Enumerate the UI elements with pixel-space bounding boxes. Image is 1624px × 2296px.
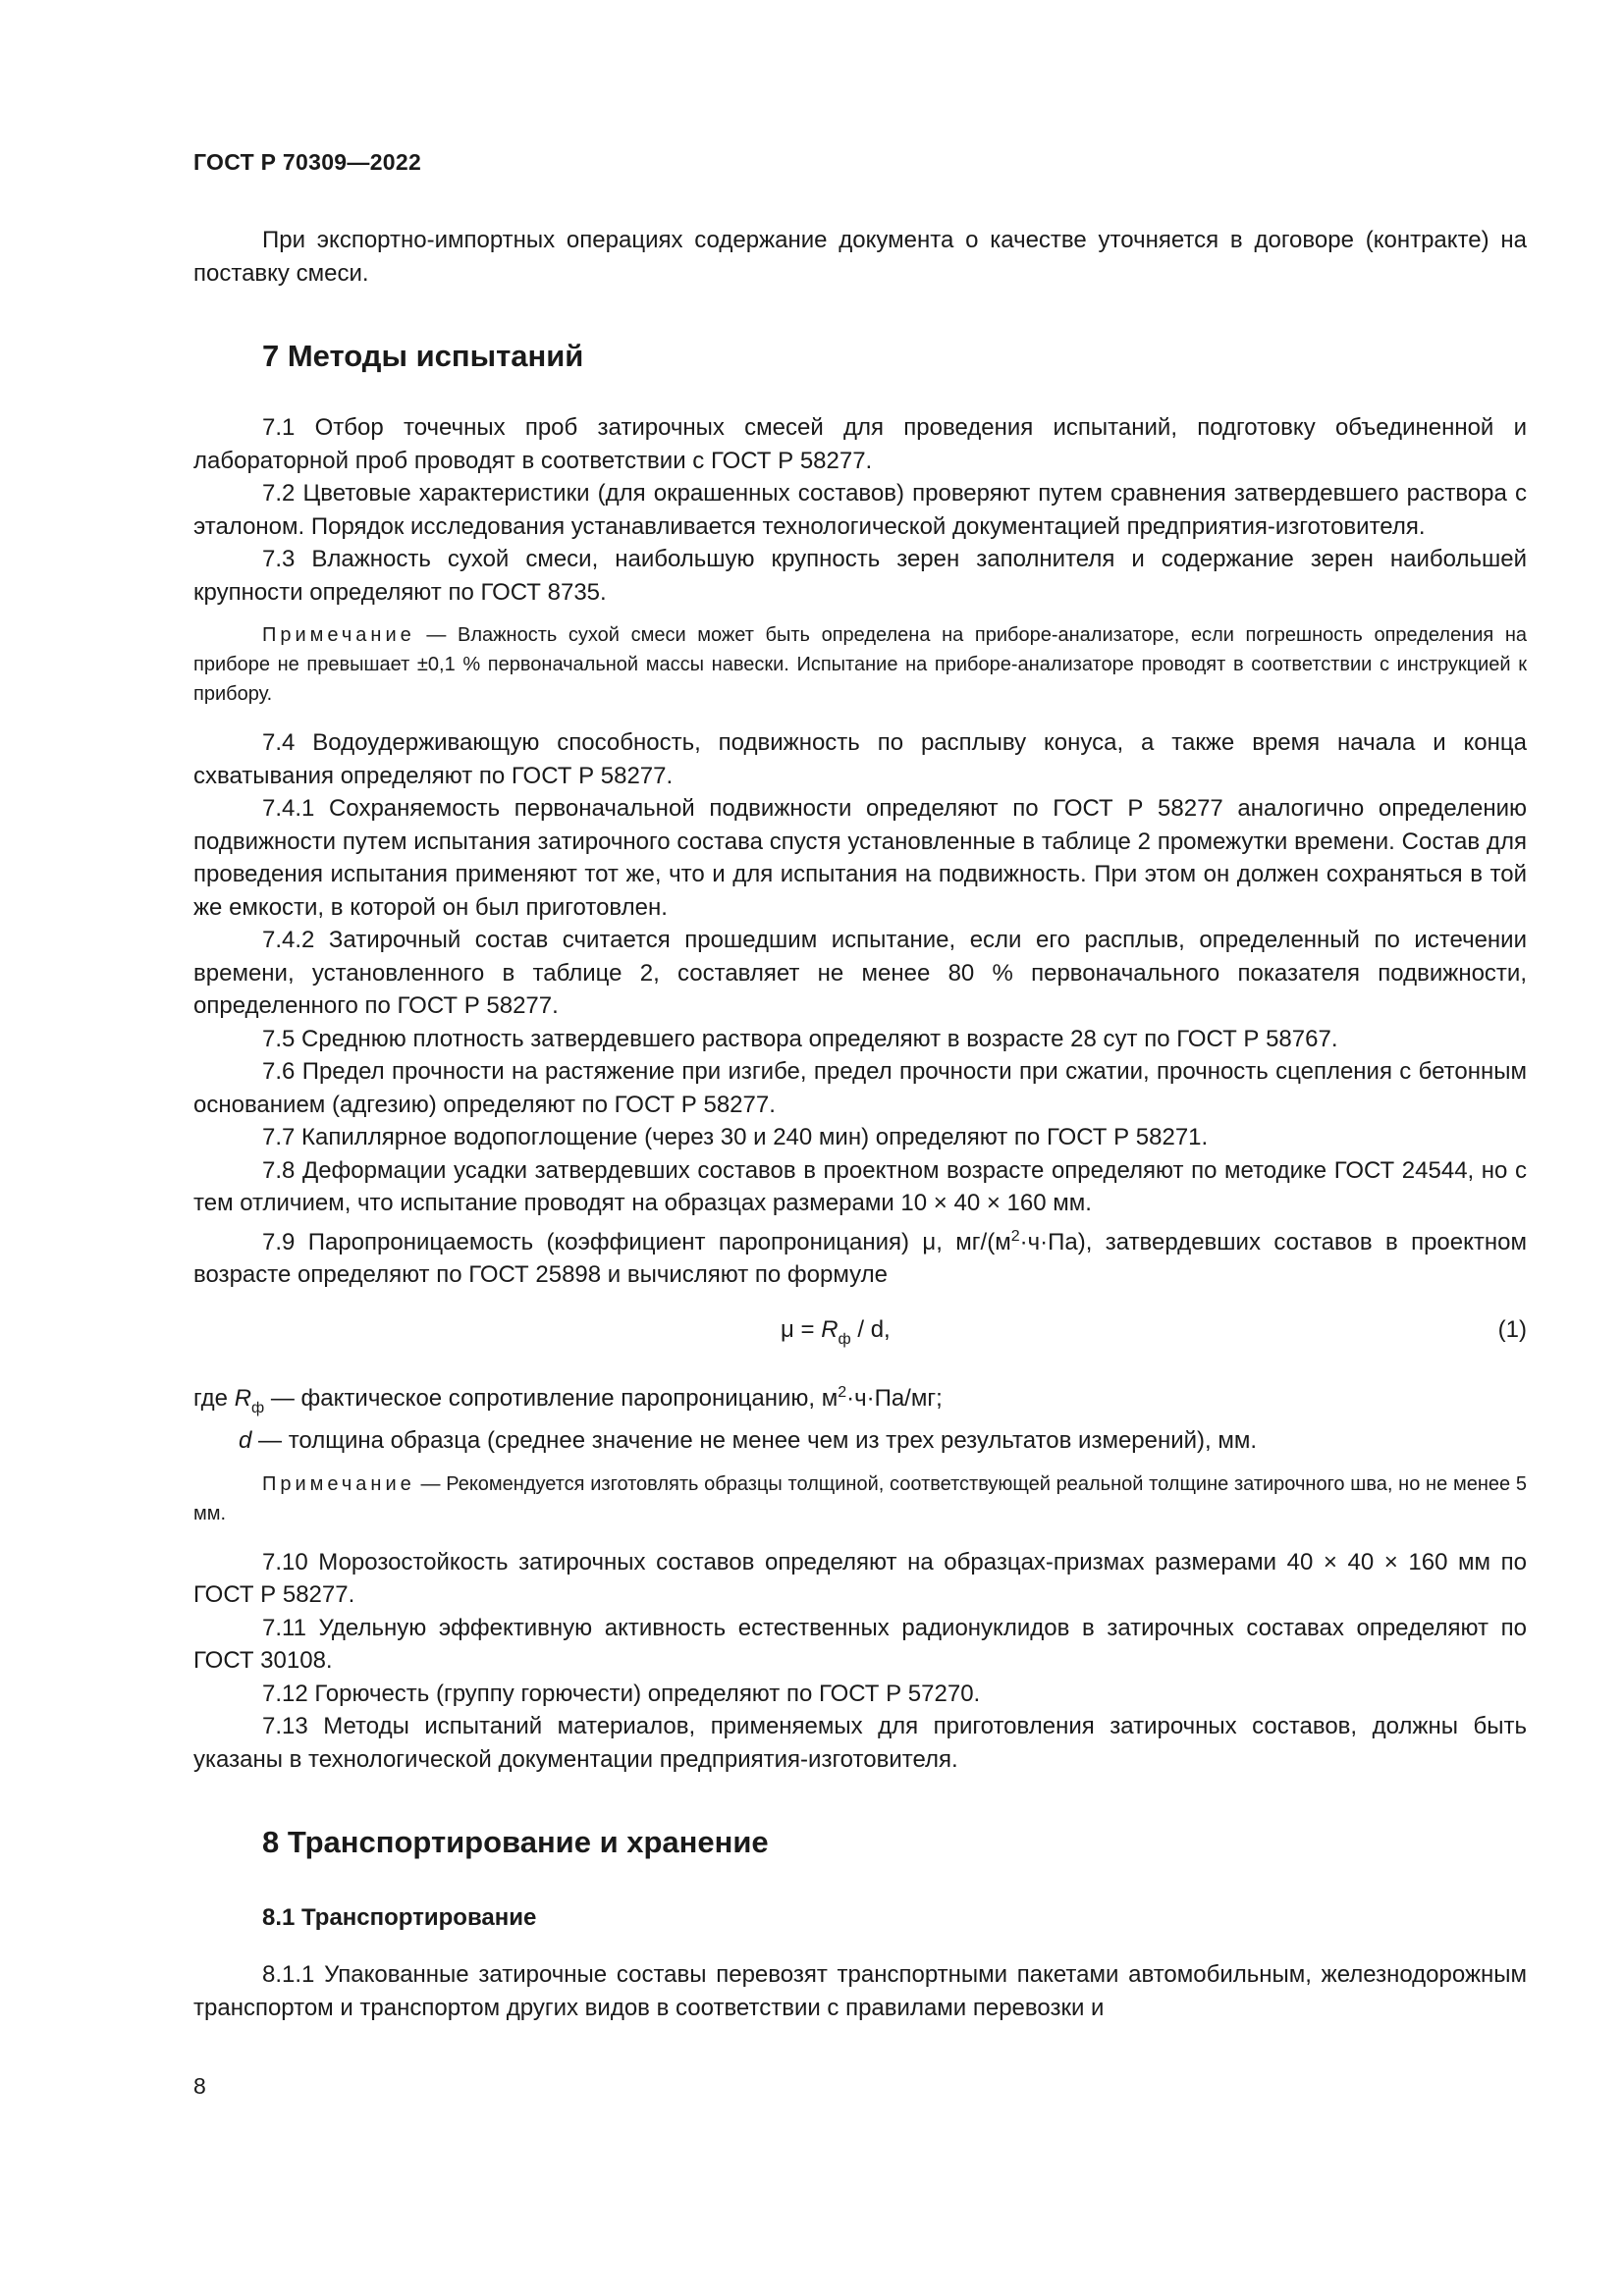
- formula-lhs: μ =: [781, 1315, 822, 1343]
- paragraph-7-3: 7.3 Влажность сухой смеси, наибольшую крупность зерен заполнителя и содержание зерен наибольшей крупности определяют по ГОСТ 8735.: [193, 546, 1527, 606]
- where-r-symbol: R: [234, 1384, 252, 1412]
- where-r-text-b: ·ч·Па/мг;: [846, 1384, 943, 1412]
- note-2: [193, 1469, 1527, 1528]
- paragraph-7-4-1: 7.4.1 Сохраняемость первоначальной подвижности определяют по ГОСТ Р 58277 аналогично определению подвижности путем испытания затирочного состава спустя установленные в таблице 2 промежутки времени. Состав для проведения испытания применяют тот же, что и для испытания на подвижность. При этом он должен сохраняться в той же емкости, в которой он был приготовлен.: [193, 795, 1527, 921]
- formula-number: (1): [1497, 1315, 1527, 1343]
- intro-paragraph: При экспортно-импортных операциях содержание документа о качестве уточняется в договоре (контракте) на поставку смеси.: [193, 227, 1527, 287]
- where-prefix: где: [193, 1384, 235, 1412]
- paragraph-7-1: 7.1 Отбор точечных проб затирочных смесей для проведения испытаний, подготовку объединенной и лабораторной проб проводят в соответствии с ГОСТ Р 58277.: [193, 414, 1527, 474]
- subsection-8-1-heading: 8.1 Транспортирование: [262, 1904, 537, 1931]
- paragraph-7-2: 7.2 Цветовые характеристики (для окрашенных составов) проверяют путем сравнения затвердевшего раствора с эталоном. Порядок исследования устанавливается технологической документацией предприятия-изготовителя.: [193, 480, 1527, 540]
- paragraph-7-4: 7.4 Водоудерживающую способность, подвижность по расплыву конуса, а также время начала и конца схватывания определяют по ГОСТ Р 58277.: [193, 729, 1527, 789]
- paragraph-7-5: 7.5 Среднюю плотность затвердевшего раствора определяют в возрасте 28 сут по ГОСТ Р 58767.: [262, 1025, 1338, 1052]
- note-1: [193, 620, 1527, 709]
- section-8-heading: 8 Транспортирование и хранение: [262, 1825, 769, 1859]
- paragraph-7-11: 7.11 Удельную эффективную активность естественных радионуклидов в затирочных составах определяют по ГОСТ 30108.: [193, 1614, 1527, 1674]
- note-2-text: — Рекомендуется изготовлять образцы толщиной, соответствующей реальной толщине затирочного шва, но не менее 5 мм.: [193, 1472, 1527, 1524]
- paragraph-7-9: [193, 1220, 1527, 1292]
- paragraph-7-9-text-a: 7.9 Паропроницаемость (коэффициент паропроницания) μ, мг/(м: [262, 1228, 1011, 1255]
- formula-r: R: [821, 1315, 839, 1343]
- where-r-text-a: — фактическое сопротивление паропроницанию, м: [264, 1384, 839, 1412]
- where-d-text: — толщина образца (среднее значение не менее чем из трех результатов измерений), мм.: [251, 1427, 1258, 1454]
- paragraph-8-1-1: 8.1.1 Упакованные затирочные составы перевозят транспортными пакетами автомобильным, железнодорожным транспортом и транспортом других видов в соответствии с правилами перевозки и: [193, 1961, 1527, 2021]
- document-body: [193, 224, 1527, 2024]
- where-r-sub: ф: [251, 1399, 265, 1416]
- section-7-heading: 7 Методы испытаний: [262, 339, 584, 373]
- paragraph-7-6: 7.6 Предел прочности на растяжение при изгибе, предел прочности при сжатии, прочность сцепления с бетонным основанием (адгезию) определяют по ГОСТ Р 58277.: [193, 1058, 1527, 1118]
- paragraph-7-13: 7.13 Методы испытаний материалов, применяемых для приготовления затирочных составов, должны быть указаны в технологической документации предприятия-изготовителя.: [193, 1713, 1527, 1773]
- paragraph-7-9-sup: 2: [1010, 1227, 1020, 1245]
- where-line-r: [193, 1376, 1527, 1425]
- paragraph-7-4-2: 7.4.2 Затирочный состав считается прошедшим испытание, если его расплыв, определенный по истечении времени, установленного в таблице 2, составляет не менее 80 % первоначального показателя подвижности, определенного по ГОСТ Р 58277.: [193, 927, 1527, 1019]
- note-2-label: Примечание: [262, 1472, 415, 1495]
- paragraph-7-7: 7.7 Капиллярное водопоглощение (через 30 и 240 мин) определяют по ГОСТ Р 58271.: [262, 1124, 1209, 1150]
- where-r-sup: 2: [838, 1383, 847, 1401]
- document-header: ГОСТ Р 70309—2022: [193, 149, 422, 175]
- paragraph-7-8: 7.8 Деформации усадки затвердевших составов в проектном возрасте определяют по методике ГОСТ 24544, но с тем отличием, что испытание проводят на образцах размерами 10 × 40 × 160 мм.: [193, 1156, 1527, 1216]
- formula-rhs: / d,: [850, 1315, 891, 1343]
- where-d-symbol: d: [239, 1427, 252, 1454]
- note-1-label: Примечание: [262, 624, 415, 646]
- formula-1: [193, 1311, 1527, 1355]
- page-number: 8: [193, 2073, 206, 2099]
- where-line-d: [193, 1424, 1527, 1458]
- paragraph-7-12: 7.12 Горючесть (группу горючести) определяют по ГОСТ Р 57270.: [262, 1680, 981, 1707]
- paragraph-7-10: 7.10 Морозостойкость затирочных составов определяют на образцах-призмах размерами 40 × 40 × 160 мм по ГОСТ Р 58277.: [193, 1548, 1527, 1608]
- formula-r-sub: ф: [838, 1330, 851, 1348]
- formula-expression: [781, 1313, 891, 1357]
- paragraph-7-9-text-b: ·ч·Па), затвердевших составов в проектном возрасте определяют по ГОСТ 25898 и вычисляют по формуле: [193, 1228, 1527, 1288]
- note-1-text: — Влажность сухой смеси может быть определена на приборе-анализаторе, если погрешность определения на приборе не превышает ±0,1 % первоначальной массы навески. Испытание на приборе-анализаторе проводят в соответствии с инструкцией к прибору.: [193, 624, 1527, 705]
